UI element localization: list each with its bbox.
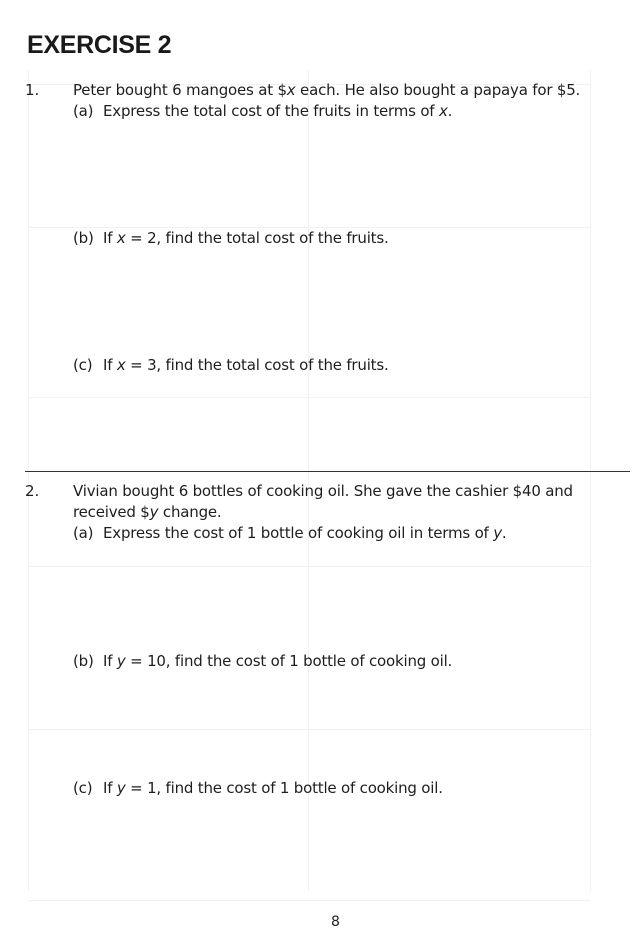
question-2-stem-line-1: Vivian bought 6 bottles of cooking oil. She gave the cashier $40 and — [73, 482, 573, 500]
bleed-through-line — [590, 70, 591, 891]
question-2c: (c) If y = 1, find the cost of 1 bottle of cooking oil. — [73, 779, 443, 797]
question-1-stem: Peter bought 6 mangoes at $x each. He also bought a papaya for $5. — [73, 81, 581, 99]
exercise-title: EXERCISE 2 — [27, 31, 172, 59]
section-divider — [25, 471, 630, 472]
bleed-through-line — [28, 900, 590, 901]
bleed-through-line — [28, 70, 29, 891]
question-2-number: 2. — [25, 482, 40, 500]
bleed-through-line — [28, 729, 590, 730]
bleed-through-line — [28, 227, 590, 228]
bleed-through-line — [28, 397, 590, 398]
question-2b: (b) If y = 10, find the cost of 1 bottle of cooking oil. — [73, 652, 453, 670]
question-1a: (a) Express the total cost of the fruits in terms of x. — [73, 102, 453, 120]
question-1-number: 1. — [25, 81, 40, 99]
page-number: 8 — [331, 914, 340, 930]
bleed-through-line — [308, 70, 309, 891]
bleed-through-line — [28, 566, 590, 567]
question-2a: (a) Express the cost of 1 bottle of cooking oil in terms of y. — [73, 524, 507, 542]
question-2-stem-line-2: received $y change. — [73, 503, 222, 521]
question-1c: (c) If x = 3, find the total cost of the fruits. — [73, 356, 389, 374]
question-1b: (b) If x = 2, find the total cost of the fruits. — [73, 229, 389, 247]
